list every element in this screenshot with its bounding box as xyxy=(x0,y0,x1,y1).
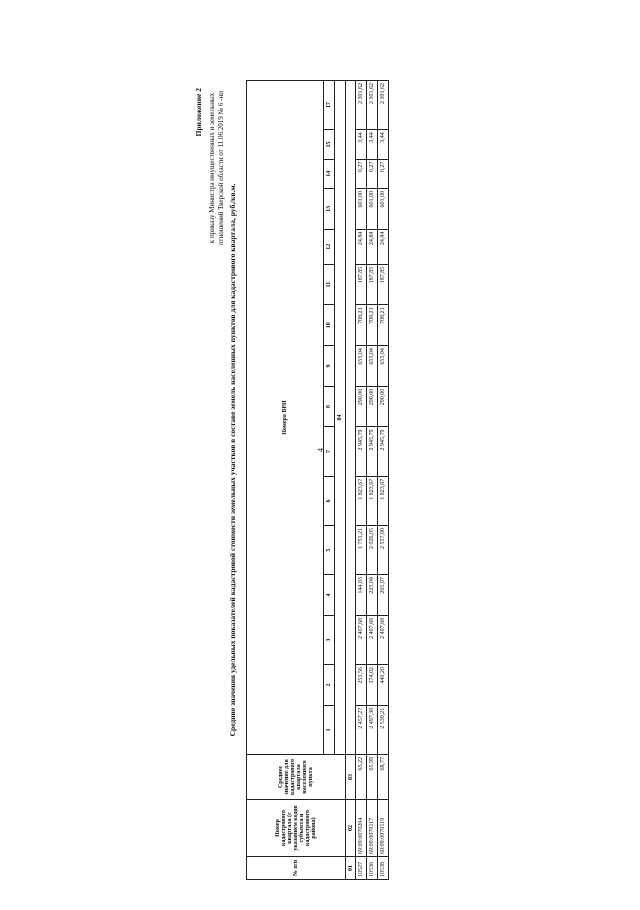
cell: 265,07 xyxy=(378,575,389,616)
column-code-row xyxy=(346,81,356,880)
cell: 2 945,79 xyxy=(356,427,367,476)
cell: 2 407,68 xyxy=(367,615,378,664)
cell: 2 945,79 xyxy=(378,427,389,476)
cell: 2 301,62 xyxy=(356,81,367,130)
cell: 708,21 xyxy=(378,305,389,346)
vri-number: 6 xyxy=(324,476,335,525)
vri-number: 11 xyxy=(324,264,335,305)
vri-number: 15 xyxy=(324,130,335,159)
cell: 2 497,30 xyxy=(367,705,378,754)
cell: 2 530,21 xyxy=(378,705,389,754)
vri-number: 3 xyxy=(324,615,335,664)
code-02: 02 xyxy=(346,800,356,857)
row-num: 10536 xyxy=(367,857,378,880)
vri-number: 7 xyxy=(324,427,335,476)
cell: 253,56 xyxy=(356,665,367,706)
cell: 3,44 xyxy=(378,130,389,159)
table-row xyxy=(378,81,389,880)
row-avg: 65,99 xyxy=(367,755,378,800)
cell: 1 823,67 xyxy=(367,476,378,525)
cadastral-value-table xyxy=(246,80,389,880)
order-reference xyxy=(208,38,226,298)
table-header-row xyxy=(247,81,324,880)
vri-number: 5 xyxy=(324,525,335,574)
cell: 655,04 xyxy=(378,346,389,387)
cell: 0,27 xyxy=(367,159,378,188)
cell: 0,27 xyxy=(356,159,367,188)
cell: 290,00 xyxy=(378,386,389,427)
cell: 2 026,05 xyxy=(367,525,378,574)
page-number: 4 xyxy=(316,448,325,452)
code-03: 03 xyxy=(346,755,356,800)
cell: 290,00 xyxy=(367,386,378,427)
header-num: № п/п xyxy=(247,857,346,880)
code-01: 01 xyxy=(346,857,356,880)
vri-number: 12 xyxy=(324,229,335,264)
cell: 3,44 xyxy=(356,130,367,159)
appendix-label: Приложение 2 xyxy=(194,88,203,137)
cell: 708,21 xyxy=(367,305,378,346)
cell: 187,85 xyxy=(378,264,389,305)
header-kad-number: Номер кадастрового квартала (с указанием кодов субъекта и кадастрового района) xyxy=(247,800,346,857)
cell: 2 557,00 xyxy=(378,525,389,574)
vri-number: 13 xyxy=(324,188,335,229)
cell: 24,84 xyxy=(378,229,389,264)
cell: 1 823,67 xyxy=(356,476,367,525)
vri-number: 8 xyxy=(324,386,335,427)
cell: 2 407,68 xyxy=(356,615,367,664)
cell: 655,04 xyxy=(356,346,367,387)
cell: 2 301,62 xyxy=(378,81,389,130)
cell: 144,03 xyxy=(356,575,367,616)
order-line-1: к приказу Министра имущественных и земельных xyxy=(208,92,216,244)
cell: 1 751,21 xyxy=(356,525,367,574)
cell: 225,04 xyxy=(367,575,378,616)
cell: 440,20 xyxy=(378,665,389,706)
cell: 187,85 xyxy=(367,264,378,305)
cell: 2 301,62 xyxy=(367,81,378,130)
cell: 24,84 xyxy=(367,229,378,264)
cell: 601,00 xyxy=(378,188,389,229)
cell: 3,44 xyxy=(367,130,378,159)
cell: 2 457,27 xyxy=(356,705,367,754)
row-num: 10527 xyxy=(356,857,367,880)
cell: 2 407,68 xyxy=(378,615,389,664)
vri-number: 1 xyxy=(324,705,335,754)
document-title: Средние значения удельных показателей кадастровой стоимости земельных участков в составе земель населенных пунктов для кадастрового квартала, руб./кв.м. xyxy=(228,183,237,737)
row-kad: 69:09:0070117 xyxy=(367,800,378,857)
cell: 24,84 xyxy=(356,229,367,264)
cell: 290,00 xyxy=(356,386,367,427)
code-04: 04 xyxy=(335,81,346,755)
header-average: Среднее значение для кадастрового квартала населенного пункта xyxy=(247,755,346,800)
cell: 374,02 xyxy=(367,665,378,706)
cell: 601,00 xyxy=(367,188,378,229)
row-num: 10538 xyxy=(378,857,389,880)
vri-number: 9 xyxy=(324,346,335,387)
vri-number: 10 xyxy=(324,305,335,346)
code-spacer xyxy=(346,81,356,755)
row-kad: 69:09:0070119 xyxy=(378,800,389,857)
cell: 187,85 xyxy=(356,264,367,305)
vri-number: 17 xyxy=(324,81,335,130)
table-row xyxy=(367,81,378,880)
header-vri: Номера ВРИ xyxy=(247,81,324,755)
cell: 655,04 xyxy=(367,346,378,387)
cell: 0,27 xyxy=(378,159,389,188)
row-kad: 69:09:0070204 xyxy=(356,800,367,857)
row-avg: 68,77 xyxy=(378,755,389,800)
rotated-page xyxy=(164,10,624,890)
vri-number: 2 xyxy=(324,665,335,706)
table-row xyxy=(356,81,367,880)
order-line-2: отношений Тверской области от 11.06.2019 № 6 -нп xyxy=(216,91,225,246)
cell: 601,00 xyxy=(356,188,367,229)
cell: 2 945,79 xyxy=(367,427,378,476)
cell: 708,21 xyxy=(356,305,367,346)
vri-number: 4 xyxy=(324,575,335,616)
cell: 1 823,67 xyxy=(378,476,389,525)
vri-number: 14 xyxy=(324,159,335,188)
row-avg: 65,22 xyxy=(356,755,367,800)
